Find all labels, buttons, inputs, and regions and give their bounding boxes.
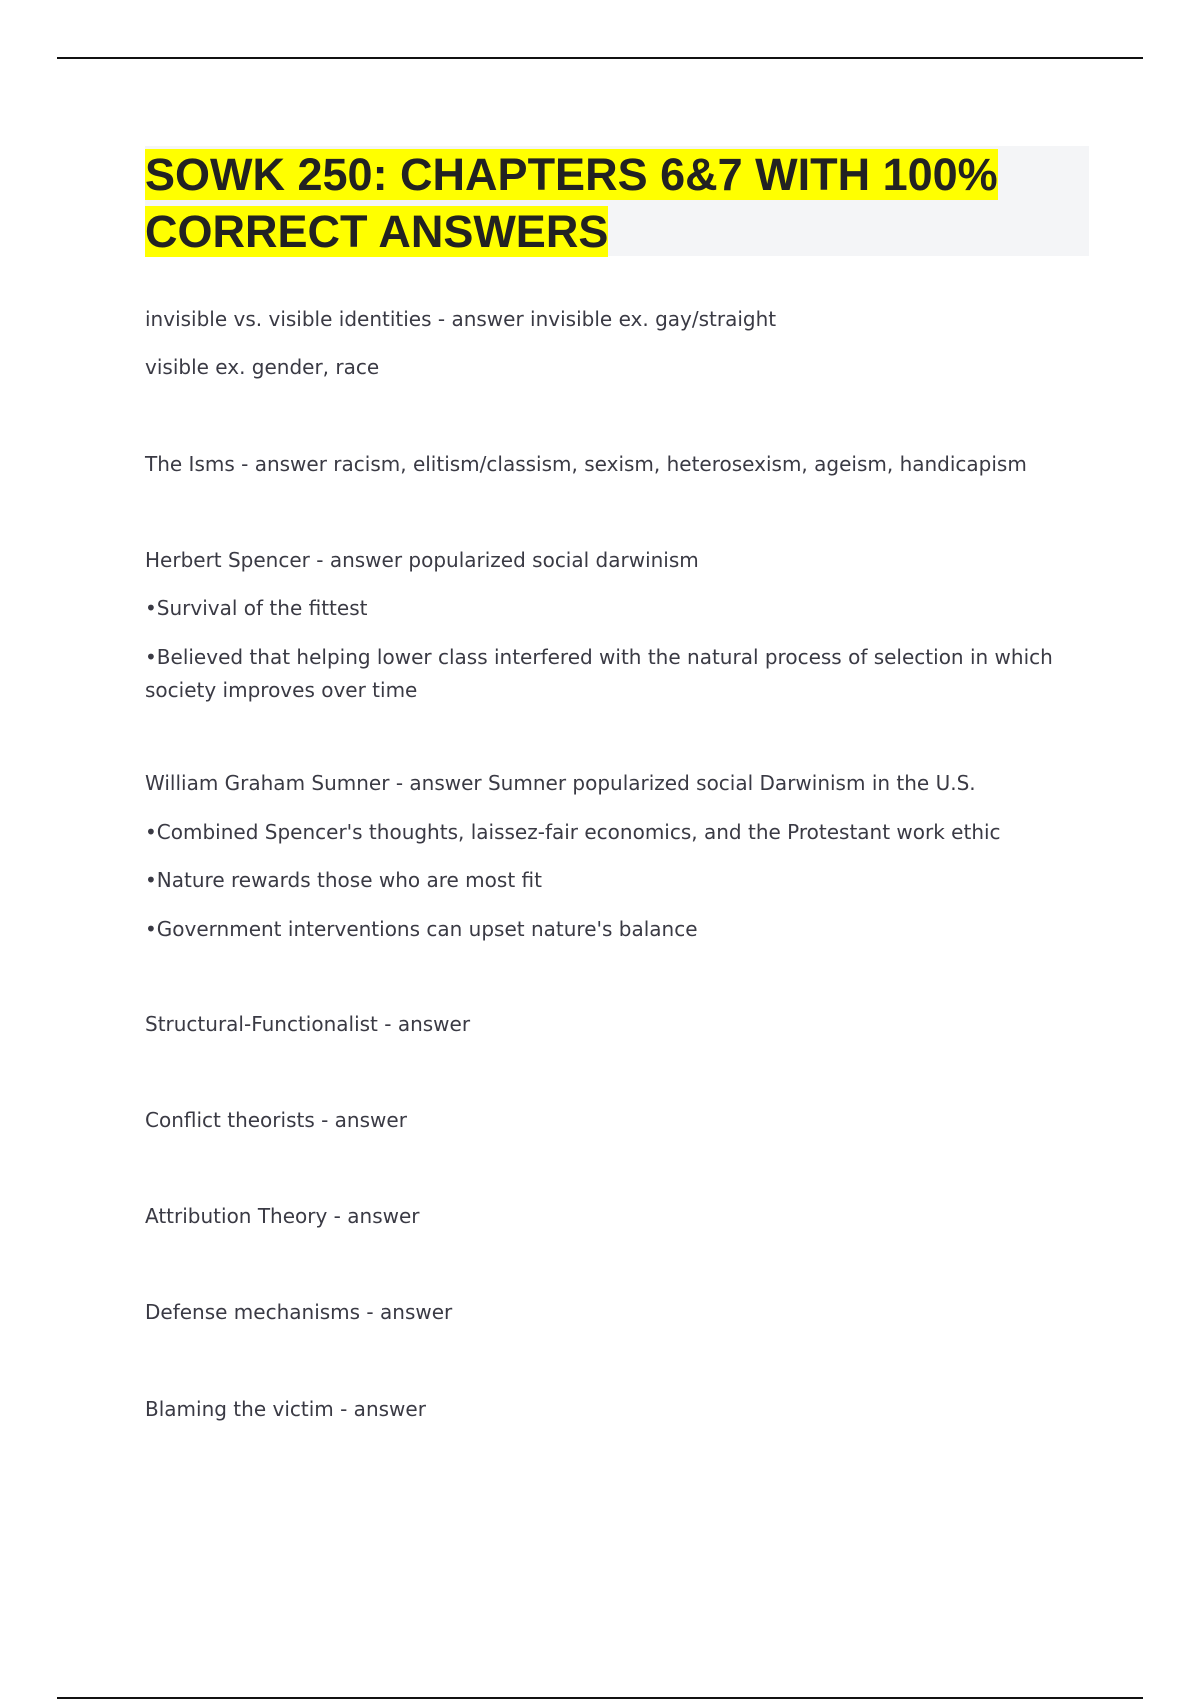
qa-bullet-lower-class: •Believed that helping lower class interfered with the natural process of selection in which society improves over time: [145, 645, 1053, 702]
qa-bullet-survival: •Survival of the fittest: [145, 596, 368, 620]
qa-line-conflict-theorists: Conflict theorists - answer: [145, 1108, 407, 1132]
qa-line-attribution-theory: Attribution Theory - answer: [145, 1204, 420, 1228]
qa-bullet-government: •Government interventions can upset nature's balance: [145, 917, 698, 941]
qa-line-blaming-victim: Blaming the victim - answer: [145, 1397, 426, 1421]
qa-bullet-combined: •Combined Spencer's thoughts, laissez-fair economics, and the Protestant work ethic: [145, 820, 1001, 844]
title-highlight: SOWK 250: CHAPTERS 6&7 WITH 100% CORRECT ANSWERS: [145, 149, 998, 257]
top-rule: [57, 57, 1143, 59]
qa-line-defense-mechanisms: Defense mechanisms - answer: [145, 1300, 453, 1324]
qa-bullet-nature-rewards: •Nature rewards those who are most fit: [145, 868, 542, 892]
title-block: [145, 146, 1089, 256]
qa-line-structural-functionalist: Structural-Functionalist - answer: [145, 1012, 471, 1036]
page-title: [145, 146, 1089, 260]
qa-line-identities: invisible vs. visible identities - answer invisible ex. gay/straight: [145, 307, 777, 331]
bottom-rule: [57, 1697, 1143, 1699]
qa-line-visible-examples: visible ex. gender, race: [145, 355, 380, 379]
qa-line-herbert-spencer: Herbert Spencer - answer popularized social darwinism: [145, 548, 699, 572]
qa-line-sumner: William Graham Sumner - answer Sumner popularized social Darwinism in the U.S.: [145, 771, 976, 795]
qa-line-isms: The Isms - answer racism, elitism/classism, sexism, heterosexism, ageism, handicapism: [145, 452, 1027, 476]
